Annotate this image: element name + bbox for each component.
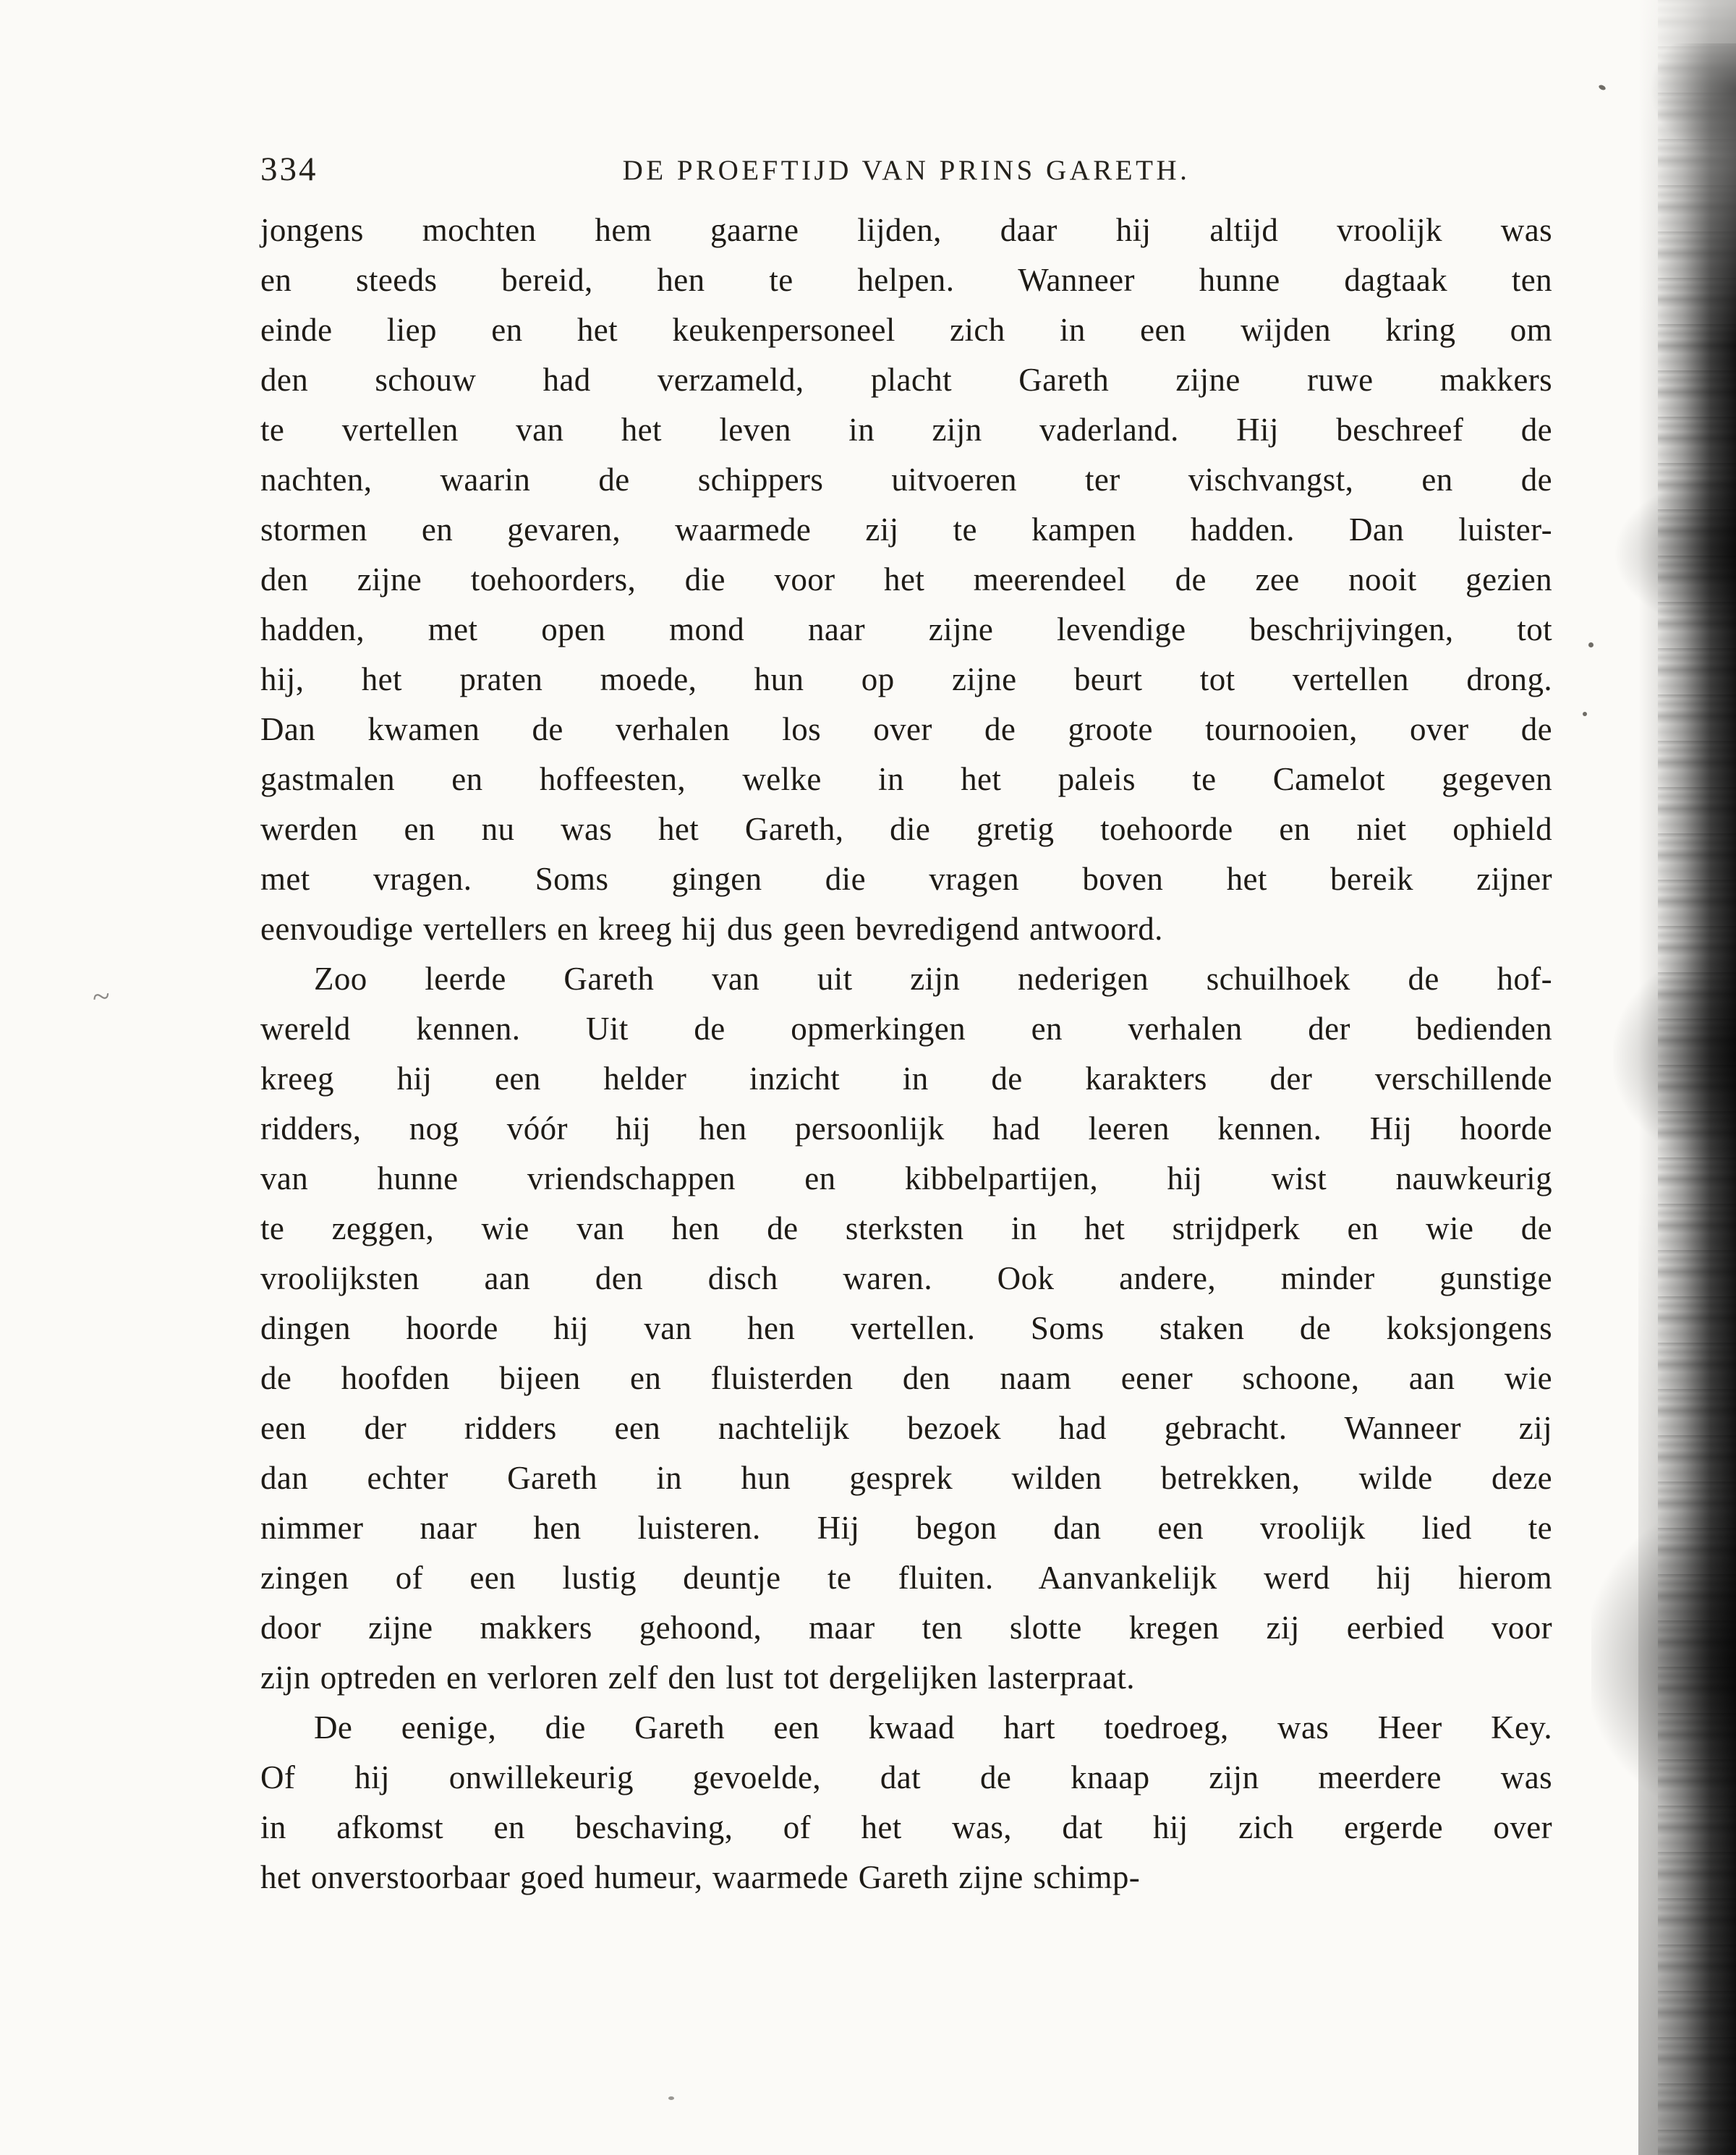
scan-noise-blob — [1591, 1508, 1736, 1812]
text-line: zijn optreden en verloren zelf den lust tot dergelijken lasterpraat. — [260, 1659, 1135, 1696]
text-line: jongens mochten hem gaarne lijden, daar hij altijd vroolijk was — [260, 212, 1552, 248]
paragraph — [260, 1703, 1552, 1903]
scan-speck — [1598, 84, 1607, 91]
paragraph — [260, 954, 1552, 1703]
text-line: van hunne vriendschappen en kibbelpartijen, hij wist nauwkeurig — [260, 1160, 1552, 1196]
scan-noise-fade — [1638, 0, 1736, 2155]
scan-speck — [668, 2096, 674, 2100]
scan-noise-core — [1638, 0, 1736, 2155]
text-line: met vragen. Soms gingen die vragen boven het bereik zijner — [260, 861, 1552, 897]
page-header — [260, 148, 1552, 192]
text-line: nachten, waarin de schippers uitvoeren ter vischvangst, en de — [260, 462, 1552, 498]
scan-noise-blob — [1613, 474, 1736, 633]
text-line: Of hij onwillekeurig gevoelde, dat de knaap zijn meerdere was — [260, 1759, 1552, 1795]
text-line: Dan kwamen de verhalen los over de groote tournooien, over de — [260, 711, 1552, 747]
text-line: kreeg hij een helder inzicht in de karakters der verschillende — [260, 1061, 1552, 1097]
text-line: wereld kennen. Uit de opmerkingen en verhalen der bedienden — [260, 1011, 1552, 1047]
text-line: door zijne makkers gehoond, maar ten slotte kregen zij eerbied voor — [260, 1610, 1552, 1646]
text-line: vroolijksten aan den disch waren. Ook andere, minder gunstige — [260, 1260, 1552, 1296]
page-number: 334 — [260, 150, 318, 188]
text-line: een der ridders een nachtelijk bezoek had gebracht. Wanneer zij — [260, 1410, 1552, 1446]
scan-noise-blob — [1613, 948, 1736, 1165]
text-line: dan echter Gareth in hun gesprek wilden betrekken, wilde deze — [260, 1460, 1552, 1496]
text-line: in afkomst en beschaving, of het was, dat hij zich ergerde over — [260, 1809, 1552, 1845]
text-line: stormen en gevaren, waarmede zij te kampen hadden. Dan luister- — [260, 511, 1552, 548]
text-line: zingen of een lustig deuntje te fluiten. Aanvankelijk werd hij hierom — [260, 1560, 1552, 1596]
scan-artifact-tilde: ~ — [91, 978, 111, 1015]
scan-noise-blob — [1649, 43, 1736, 159]
text-line: den schouw had verzameld, placht Gareth zijne ruwe makkers — [260, 362, 1552, 398]
running-title: DE PROEFTIJD VAN PRINS GARETH. — [622, 155, 1191, 186]
scan-noise-streaks — [1658, 0, 1736, 2155]
text-line: en steeds bereid, hen te helpen. Wanneer hunne dagtaak ten — [260, 262, 1552, 298]
text-line: te vertellen van het leven in zijn vaderland. Hij beschreef de — [260, 412, 1552, 448]
scan-speck — [1583, 712, 1587, 716]
text-line: einde liep en het keukenpersoneel zich in een wijden kring om — [260, 312, 1552, 348]
scan-speck — [1588, 642, 1594, 647]
text-line: dingen hoorde hij van hen vertellen. Soms staken de koksjongens — [260, 1310, 1552, 1346]
text-line: hadden, met open mond naar zijne levendige beschrijvingen, tot — [260, 611, 1552, 647]
text-line: De eenige, die Gareth een kwaad hart toedroeg, was Heer Key. — [314, 1709, 1552, 1746]
text-line: de hoofden bijeen en fluisterden den naam eener schoone, aan wie — [260, 1360, 1552, 1396]
text-line: den zijne toehoorders, die voor het meerendeel de zee nooit gezien — [260, 561, 1552, 598]
text-line: het onverstoorbaar goed humeur, waarmede Gareth zijne schimp- — [260, 1859, 1141, 1895]
text-line: te zeggen, wie van hen de sterksten in het strijdperk en wie de — [260, 1210, 1552, 1246]
text-line: hij, het praten moede, hun op zijne beurt tot vertellen drong. — [260, 661, 1552, 697]
scan-noise-band — [1638, 0, 1736, 2155]
text-line: gastmalen en hoffeesten, welke in het paleis te Camelot gegeven — [260, 761, 1552, 797]
text-line: eenvoudige vertellers en kreeg hij dus geen bevredigend antwoord. — [260, 911, 1163, 947]
body-text — [260, 205, 1552, 1903]
text-line: nimmer naar hen luisteren. Hij begon dan een vroolijk lied te — [260, 1510, 1552, 1546]
text-line: werden en nu was het Gareth, die gretig toehoorde en niet ophield — [260, 811, 1552, 847]
text-line: Zoo leerde Gareth van uit zijn nederigen schuilhoek de hof- — [314, 961, 1552, 997]
paragraph — [260, 205, 1552, 954]
text-line: ridders, nog vóór hij hen persoonlijk had leeren kennen. Hij hoorde — [260, 1110, 1552, 1147]
